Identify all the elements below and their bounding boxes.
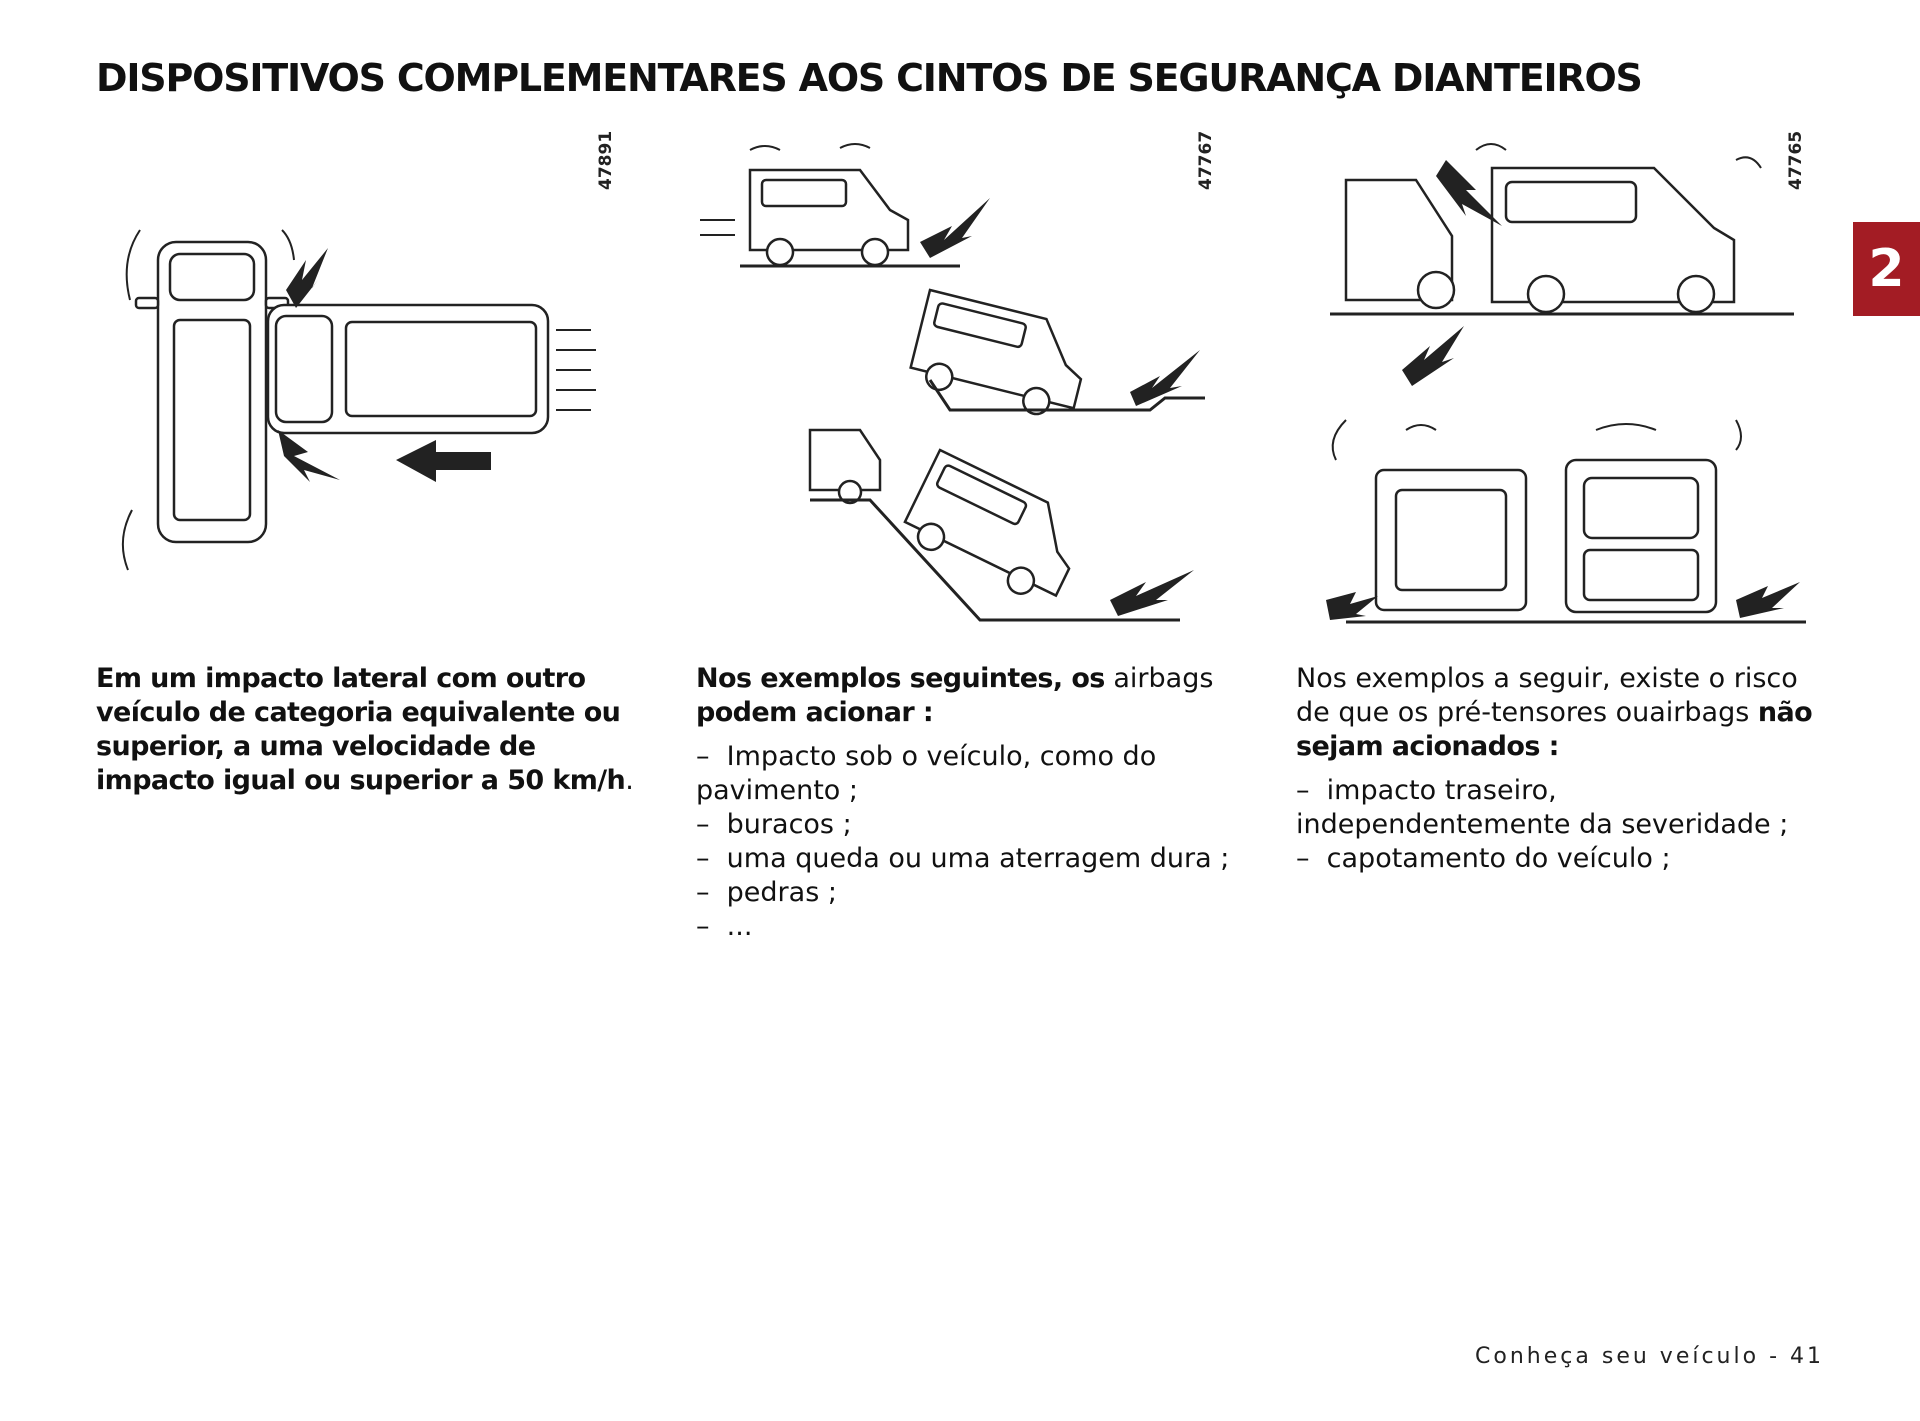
column-left <box>96 662 636 808</box>
chapter-number: 2 <box>1868 239 1905 299</box>
list-item: – capotamento do veículo ; <box>1296 842 1836 876</box>
figure-underbody-impact <box>690 130 1230 630</box>
intro-bold-2: podem acionar : <box>696 697 934 728</box>
list-item: – buracos ; <box>696 808 1236 842</box>
list-item: – uma queda ou uma aterragem dura ; <box>696 842 1236 876</box>
intro-bold: não sejam acionados : <box>1296 697 1813 762</box>
side-impact-paragraph <box>96 662 636 798</box>
activation-examples-list <box>696 740 1236 944</box>
non-activation-examples-list <box>1296 774 1836 876</box>
column-middle <box>696 662 1236 944</box>
page-title: DISPOSITIVOS COMPLEMENTARES AOS CINTOS DE SEGURANÇA DIANTEIROS <box>96 56 1642 100</box>
list-item: – impacto traseiro, independentemente da severidade ; <box>1296 774 1836 842</box>
figure-code-1: 47891 <box>596 130 616 190</box>
not-activated-intro <box>1296 662 1836 764</box>
figure-code-2: 47767 <box>1196 130 1216 190</box>
side-impact-illustration <box>96 130 616 630</box>
column-right <box>1296 662 1836 876</box>
intro-normal: airbags <box>1104 663 1214 694</box>
underbody-impact-illustration <box>690 130 1230 630</box>
list-item: – pedras ; <box>696 876 1236 910</box>
chapter-tab <box>1853 222 1920 316</box>
list-item: – ... <box>696 910 1236 944</box>
list-item: – Impacto sob o veículo, como do pavimento ; <box>696 740 1236 808</box>
airbags-activate-intro <box>696 662 1236 730</box>
figure-code-3: 47765 <box>1786 130 1806 190</box>
figure-side-impact <box>96 130 616 630</box>
intro-normal: Nos exemplos a seguir, existe o risco de que os pré-tensores ouairbags <box>1296 663 1798 728</box>
side-impact-end: . <box>625 765 634 796</box>
rear-impact-rollover-illustration <box>1316 130 1826 630</box>
page-footer: Conheça seu veículo - 41 <box>1475 1344 1824 1369</box>
side-impact-text: Em um impacto lateral com outro veículo de categoria equivalente ou superior, a uma velocidade de impacto igual ou superior a 50 km/h <box>96 663 626 796</box>
figure-rear-impact-rollover <box>1316 130 1826 630</box>
intro-bold-1: Nos exemplos seguintes, os <box>696 663 1105 694</box>
